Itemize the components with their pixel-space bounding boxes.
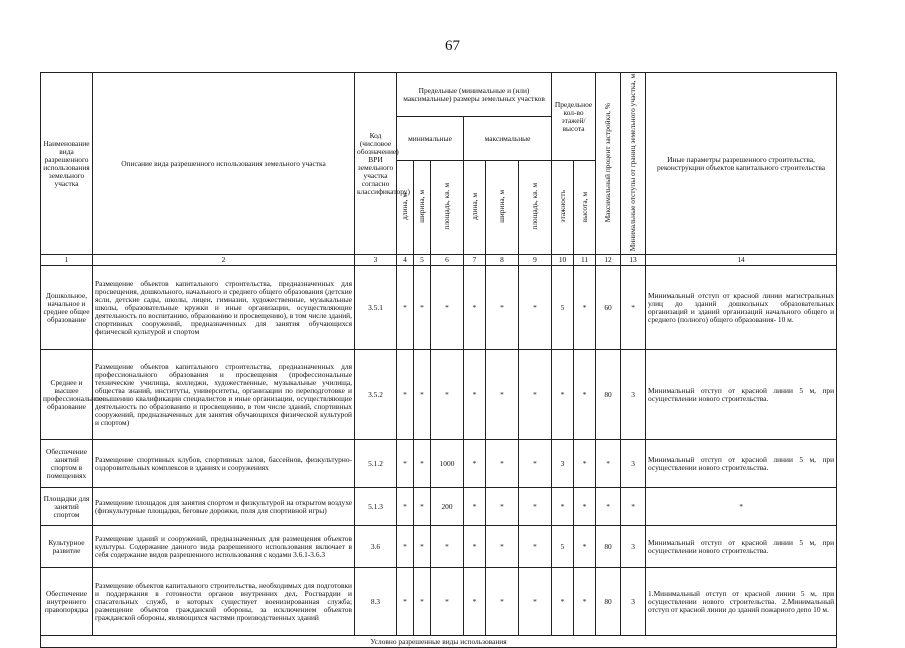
row-other-params: Минимальный отступ от красной линии 5 м, при осуществлении нового строительства.	[646, 526, 837, 568]
row-value: *	[552, 350, 574, 440]
row-value: 5	[552, 266, 574, 350]
row-value: 1000	[431, 440, 464, 488]
row-value: 3	[621, 440, 646, 488]
table-row	[41, 568, 837, 636]
header-min-setback: Минимальные отступы от границ земельного участка, м	[621, 73, 646, 255]
row-value: 3	[552, 440, 574, 488]
row-value: *	[414, 488, 431, 526]
table-row	[41, 526, 837, 568]
land-use-table	[40, 72, 837, 648]
row-value: *	[519, 526, 552, 568]
row-code: 5.1.2	[355, 440, 397, 488]
row-description: Размещение объектов капитального строительства, необходимых для подготовки и поддержания в готовности органов внутренних дел, Росгвардии и спасательных служб, в которых существует военизированная служба; размещение объектов гражданской обороны, за исключением объектов гражданской обороны, являющихся частями производственных зданий	[93, 568, 355, 636]
row-value: *	[621, 488, 646, 526]
header-other: Иные параметры разрешенного строительства, реконструкции объектов капитального строительства	[646, 73, 837, 255]
row-other-params: Минимальный отступ от красной линии 5 м, при осуществлении нового строительства.	[646, 350, 837, 440]
row-value: *	[414, 568, 431, 636]
row-value: *	[414, 266, 431, 350]
row-value: 80	[596, 350, 621, 440]
row-value: *	[519, 350, 552, 440]
col-number: 13	[621, 255, 646, 266]
row-value: *	[397, 568, 414, 636]
row-description: Размещение спортивных клубов, спортивных залов, бассейнов, физкультурно-оздоровительных комплексов в зданиях и сооружениях	[93, 440, 355, 488]
row-value: *	[486, 266, 519, 350]
row-value: *	[464, 266, 486, 350]
row-name: Культурное развитие	[41, 526, 93, 568]
row-value: 3	[621, 526, 646, 568]
row-name: Площадки для занятий спортом	[41, 488, 93, 526]
row-value: *	[464, 488, 486, 526]
header-width-max: ширина, м	[486, 161, 519, 255]
header-code: Код (числовое обозначение) ВРИ земельного участка согласно классификатору)	[355, 73, 397, 255]
table-row	[41, 440, 837, 488]
header-floors-group: Предельное кол-во этажей/ высота	[552, 73, 596, 161]
row-code: 3.5.2	[355, 350, 397, 440]
row-value: *	[431, 568, 464, 636]
row-value: 60	[596, 266, 621, 350]
col-number: 5	[414, 255, 431, 266]
page-number: 67	[445, 38, 460, 54]
row-value: 80	[596, 526, 621, 568]
row-value: *	[414, 350, 431, 440]
row-value: *	[414, 526, 431, 568]
col-number: 10	[552, 255, 574, 266]
col-number: 9	[519, 255, 552, 266]
row-value: *	[464, 568, 486, 636]
header-description: Описание вида разрешенного использования земельного участка	[93, 73, 355, 255]
row-value: *	[574, 350, 596, 440]
col-number: 12	[596, 255, 621, 266]
table-row	[41, 266, 837, 350]
header-min: минимальные	[397, 117, 464, 161]
row-value: *	[574, 488, 596, 526]
row-value: *	[596, 440, 621, 488]
header-length-max: длина, м	[464, 161, 486, 255]
conditional-uses-title: Условно разрешенные виды использования	[41, 636, 837, 648]
row-value: *	[486, 488, 519, 526]
row-value: *	[574, 440, 596, 488]
row-name: Среднее и высшее профессиональное образование	[41, 350, 93, 440]
col-number: 3	[355, 255, 397, 266]
col-number: 7	[464, 255, 486, 266]
row-value: *	[574, 266, 596, 350]
row-value: *	[552, 568, 574, 636]
header-floors: этажность	[552, 161, 574, 255]
row-value: *	[486, 526, 519, 568]
row-code: 3.6	[355, 526, 397, 568]
row-value: *	[414, 440, 431, 488]
col-number: 6	[431, 255, 464, 266]
col-number: 1	[41, 255, 93, 266]
row-value: 3	[621, 350, 646, 440]
row-other-params: *	[646, 488, 837, 526]
row-other-params: Минимальный отступ от красной линии 5 м, при осуществлении нового строительства.	[646, 440, 837, 488]
row-value: *	[464, 526, 486, 568]
row-value: *	[519, 568, 552, 636]
row-value: *	[552, 488, 574, 526]
row-value: *	[397, 350, 414, 440]
row-value: *	[486, 568, 519, 636]
row-other-params: Минимальный отступ от красной линии магистральных улиц до зданий дошкольных образовательных организаций и зданий организаций начального общего и среднего (полного) общего образования- 10 м.	[646, 266, 837, 350]
row-description: Размещение объектов капитального строительства, предназначенных для профессионального образования и просвещения (профессиональные технические училища, колледжи, художественные, музыкальные училища, общества знаний, институты, университеты, организации по переподготовке и повышению квалификации специалистов и иные организации, осуществляющие деятельность по образованию и просвещению, в том числе зданий, спортивных сооружений, предназначенных для занятия обучающихся физической культурой и спортом)	[93, 350, 355, 440]
row-value: *	[464, 350, 486, 440]
row-value: 80	[596, 568, 621, 636]
row-value: *	[397, 488, 414, 526]
row-code: 8.3	[355, 568, 397, 636]
row-value: *	[397, 440, 414, 488]
row-value: 3	[621, 568, 646, 636]
header-area-min: площадь, кв. м	[431, 161, 464, 255]
row-value: *	[621, 266, 646, 350]
row-value: *	[431, 266, 464, 350]
row-value: *	[596, 488, 621, 526]
row-name: Дошкольное, начальное и среднее общее образование	[41, 266, 93, 350]
row-name: Обеспечение занятий спортом в помещениях	[41, 440, 93, 488]
row-description: Размещение зданий и сооружений, предназначенных для размещения объектов культуры. Содержание данного вида разрешенного использования включает в себя содержание видов разрешенного использования с кодами 3.6.1-3.6.3	[93, 526, 355, 568]
row-value: *	[397, 526, 414, 568]
column-numbers-row	[41, 255, 837, 266]
col-number: 8	[486, 255, 519, 266]
row-value: *	[519, 440, 552, 488]
table-row	[41, 350, 837, 440]
conditional-uses-row	[41, 636, 837, 648]
row-value: *	[574, 526, 596, 568]
col-number: 14	[646, 255, 837, 266]
row-value: *	[397, 266, 414, 350]
header-max: максимальные	[464, 117, 552, 161]
row-value: *	[519, 266, 552, 350]
col-number: 11	[574, 255, 596, 266]
row-value: *	[519, 488, 552, 526]
header-width-min: ширина, м	[414, 161, 431, 255]
row-value: *	[486, 440, 519, 488]
header-area-max: площадь, кв. м	[519, 161, 552, 255]
col-number: 4	[397, 255, 414, 266]
row-other-params: 1.Минимальный отступ от красной линии 5 м, при осуществлении нового строительства. 2.Минимальный отступ от красной линии до зданий пожарного депо 10 м.	[646, 568, 837, 636]
row-name: Обеспечение внутреннего правопорядка	[41, 568, 93, 636]
row-value: 5	[552, 526, 574, 568]
row-value: *	[431, 350, 464, 440]
header-max-percent: Максимальный процент застройки, %	[596, 73, 621, 255]
row-code: 3.5.1	[355, 266, 397, 350]
row-value: *	[574, 568, 596, 636]
table-row	[41, 488, 837, 526]
row-description: Размещение площадок для занятия спортом и физкультурой на открытом воздухе (физкультурные площадки, беговые дорожки, поля для спортивной игры)	[93, 488, 355, 526]
row-value: 200	[431, 488, 464, 526]
header-name: Наименование вида разрешенного использования земельного участка	[41, 73, 93, 255]
header-length-min: длина, м	[397, 161, 414, 255]
row-value: *	[431, 526, 464, 568]
row-value: *	[464, 440, 486, 488]
row-value: *	[486, 350, 519, 440]
row-description: Размещение объектов капитального строительства, предназначенных для просвещения, дошкольного, начального и среднего общего образования (детские ясли, детские сады, школы, лицеи, гимназии, художественные, музыкальные школы, образовательные кружки и иные организации, осуществляющие деятельность по воспитанию, образованию и просвещению), в том числе зданий, спортивных сооружений, предназначенных для занятия обучающихся физической культурой и спортом	[93, 266, 355, 350]
row-code: 5.1.3	[355, 488, 397, 526]
header-sizes-group: Предельные (минимальные и (или) максимальные) размеры земельных участков	[397, 73, 552, 117]
header-height: высота, м	[574, 161, 596, 255]
col-number: 2	[93, 255, 355, 266]
